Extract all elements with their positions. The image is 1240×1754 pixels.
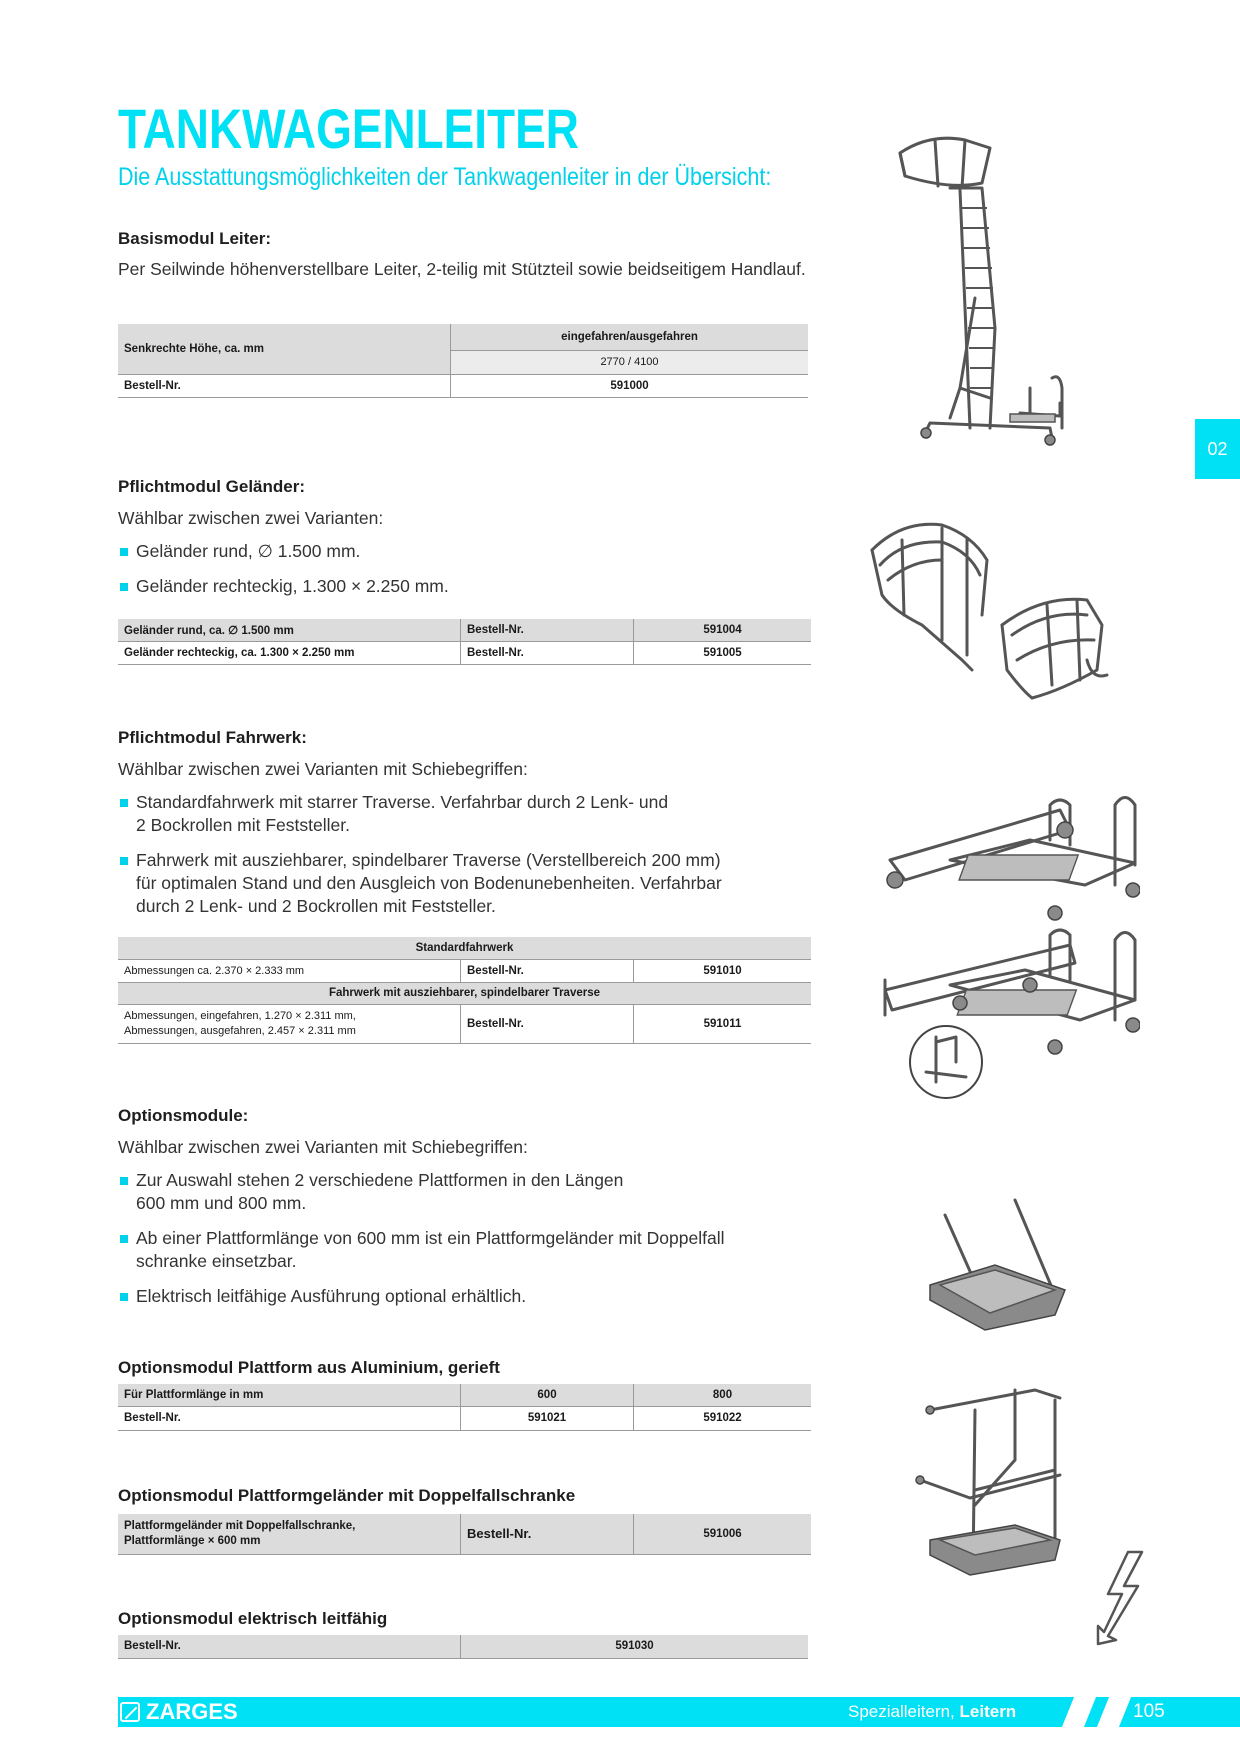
table-cell: Abmessungen ca. 2.370 × 2.333 mm bbox=[118, 959, 461, 982]
table-section-header: Standardfahrwerk bbox=[118, 937, 811, 959]
section-heading-basismodul: Basismodul Leiter: bbox=[118, 229, 272, 248]
table-cell: Senkrechte Höhe, ca. mm bbox=[118, 324, 451, 374]
table-cell: 591006 bbox=[634, 1514, 812, 1554]
gelaender-intro: Wählbar zwischen zwei Varianten: bbox=[118, 508, 384, 528]
table-cell: Bestell-Nr. bbox=[118, 374, 451, 397]
footer-stripe bbox=[1062, 1697, 1096, 1727]
detail-zoom-illustration bbox=[906, 1022, 986, 1102]
list-item: Geländer rund, ∅ 1.500 mm. bbox=[120, 540, 360, 563]
fahrwerk-intro: Wählbar zwischen zwei Varianten mit Schiebegriffen: bbox=[118, 759, 528, 779]
gelaender-table bbox=[118, 619, 811, 665]
basismodul-text: Per Seilwinde höhenverstellbare Leiter, 2-teilig mit Stützteil sowie beidseitigem Handlauf. bbox=[118, 259, 806, 279]
section-heading-leitfaehig: Optionsmodul elektrisch leitfähig bbox=[118, 1609, 388, 1628]
table-cell: 591004 bbox=[634, 619, 812, 641]
table-cell: 591030 bbox=[461, 1635, 809, 1658]
table-cell: Bestell-Nr. bbox=[461, 959, 634, 982]
footer-bar bbox=[118, 1697, 1240, 1727]
table-cell: 800 bbox=[634, 1384, 812, 1406]
brand-name: ZARGES bbox=[146, 1699, 238, 1724]
section-heading-gelaender: Pflichtmodul Geländer: bbox=[118, 477, 306, 496]
list-item: Fahrwerk mit ausziehbarer, spindelbarer Traverse (Verstellbereich 200 mm) für optimalen Stand und den Ausgleich von Bodenunebenheiten. Verfahrbar durch 2 Lenk- und 2 Bockrollen mit Feststeller. bbox=[120, 849, 722, 918]
page-title: TANKWAGENLEITER bbox=[118, 97, 579, 160]
list-item: Standardfahrwerk mit starrer Traverse. Verfahrbar durch 2 Lenk- und 2 Bockrollen mit Feststeller. bbox=[120, 791, 668, 837]
leitfaehig-table bbox=[118, 1635, 808, 1659]
page-number: 105 bbox=[1133, 1701, 1165, 1722]
optionsmodule-intro: Wählbar zwischen zwei Varianten mit Schiebegriffen: bbox=[118, 1137, 528, 1157]
table-cell: Bestell-Nr. bbox=[461, 1004, 634, 1043]
table-cell: 591010 bbox=[634, 959, 812, 982]
table-cell: 591000 bbox=[451, 374, 809, 397]
page-subtitle: Die Ausstattungsmöglichkeiten der Tankwagenleiter in der Übersicht: bbox=[118, 163, 772, 191]
basismodul-table bbox=[118, 324, 808, 398]
railings-illustration bbox=[862, 520, 1112, 700]
table-cell: 591021 bbox=[461, 1406, 634, 1430]
platform-illustration bbox=[925, 1195, 1075, 1335]
table-cell: Geländer rund, ca. ∅ 1.500 mm bbox=[118, 619, 461, 641]
table-cell: 591005 bbox=[634, 641, 812, 664]
table-section-header: Fahrwerk mit ausziehbarer, spindelbarer Traverse bbox=[118, 982, 811, 1004]
table-cell: Bestell-Nr. bbox=[461, 641, 634, 664]
tank-ladder-illustration bbox=[890, 128, 1080, 458]
table-cell: Abmessungen, eingefahren, 1.270 × 2.311 mm, Abmessungen, ausgefahren, 2.457 × 2.311 mm bbox=[118, 1004, 461, 1043]
list-item: Elektrisch leitfähige Ausführung optional erhältlich. bbox=[120, 1285, 526, 1308]
section-heading-optionsmodule: Optionsmodule: bbox=[118, 1106, 249, 1125]
platform-railing-illustration bbox=[915, 1380, 1075, 1580]
table-cell: Plattformgeländer mit Doppelfallschranke, Plattformlänge × 600 mm bbox=[118, 1514, 461, 1554]
fahrwerk-table bbox=[118, 937, 811, 1044]
footer-category: Spezialleitern, Leitern bbox=[848, 1702, 1017, 1721]
section-heading-plattform: Optionsmodul Plattform aus Aluminium, gerieft bbox=[118, 1358, 500, 1377]
plattform-table bbox=[118, 1384, 811, 1431]
footer-stripe bbox=[1097, 1697, 1131, 1727]
table-cell: Geländer rechteckig, ca. 1.300 × 2.250 mm bbox=[118, 641, 461, 664]
table-cell: 600 bbox=[461, 1384, 634, 1406]
zarges-logo-icon bbox=[120, 1702, 140, 1722]
section-heading-fahrwerk: Pflichtmodul Fahrwerk: bbox=[118, 728, 307, 747]
plattformgelaender-table bbox=[118, 1514, 811, 1555]
table-cell: 591022 bbox=[634, 1406, 812, 1430]
list-item: Geländer rechteckig, 1.300 × 2.250 mm. bbox=[120, 575, 449, 598]
table-cell: Für Plattformlänge in mm bbox=[118, 1384, 461, 1406]
table-cell: 591011 bbox=[634, 1004, 812, 1043]
table-cell: 2770 / 4100 bbox=[451, 350, 809, 374]
list-item: Ab einer Plattformlänge von 600 mm ist ein Plattformgeländer mit Doppelfall schranke einsetzbar. bbox=[120, 1227, 724, 1273]
table-cell: eingefahren/ausgefahren bbox=[451, 324, 809, 350]
table-cell: Bestell-Nr. bbox=[461, 619, 634, 641]
table-cell: Bestell-Nr. bbox=[118, 1635, 461, 1658]
electric-conductive-icon bbox=[1090, 1548, 1150, 1648]
table-cell: Bestell-Nr. bbox=[118, 1406, 461, 1430]
list-item: Zur Auswahl stehen 2 verschiedene Plattformen in den Längen 600 mm und 800 mm. bbox=[120, 1169, 623, 1215]
standard-chassis-illustration bbox=[880, 795, 1140, 925]
section-heading-plattformgelaender: Optionsmodul Plattformgeländer mit Doppelfallschranke bbox=[118, 1486, 576, 1505]
table-cell: Bestell-Nr. bbox=[461, 1514, 634, 1554]
chapter-tab: 02 bbox=[1195, 419, 1240, 479]
